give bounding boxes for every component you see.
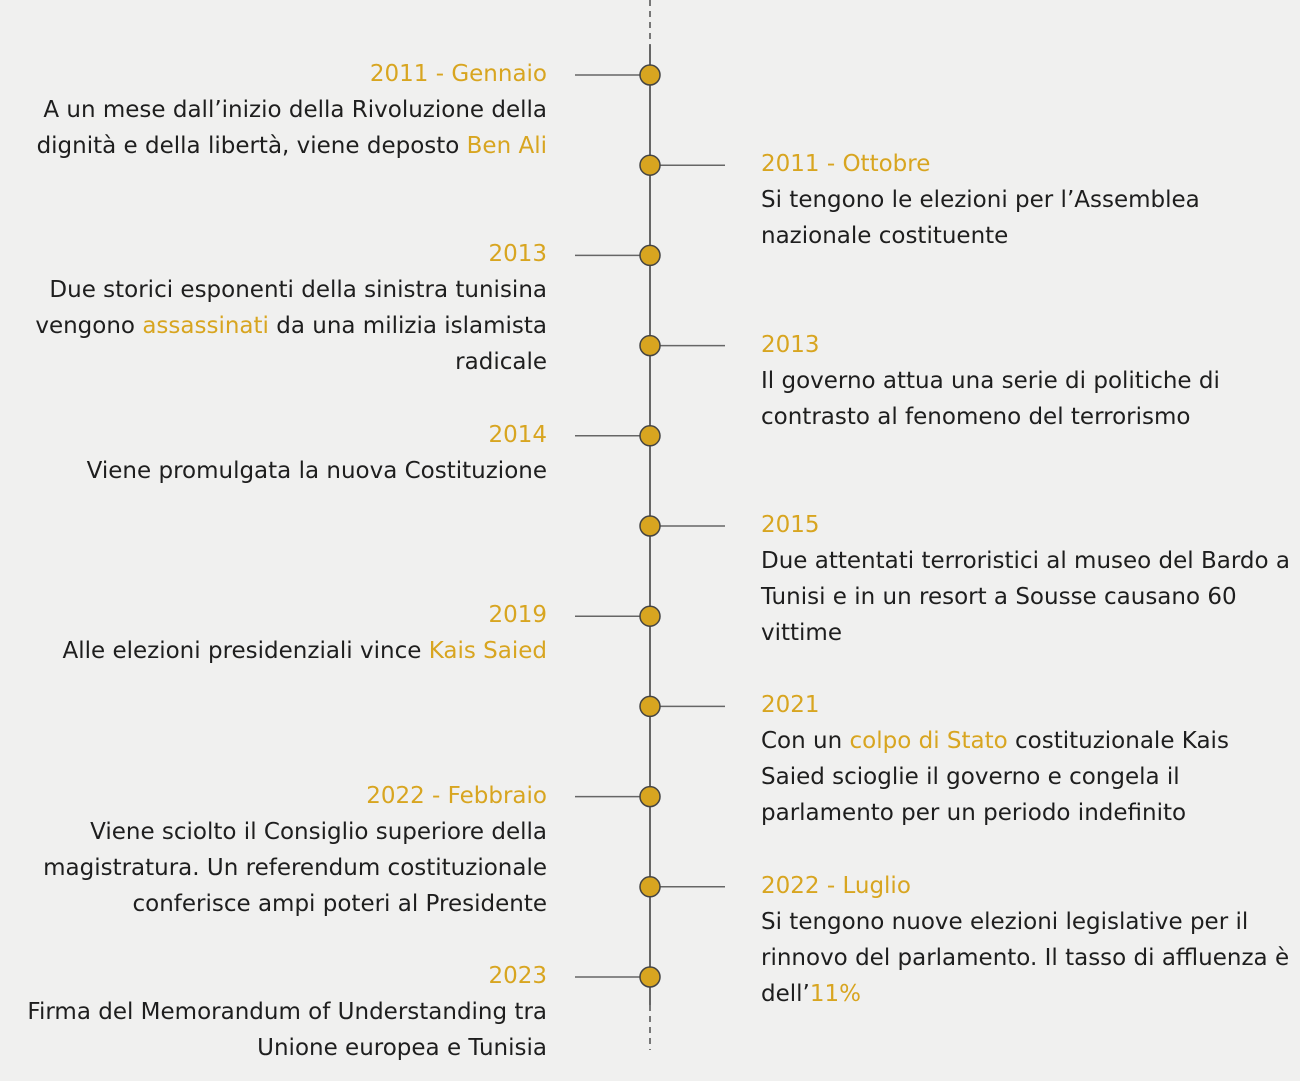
timeline-dot [640, 65, 660, 85]
description-text: Il governo attua una serie di politiche di contrasto al fenomeno del terrorismo [761, 367, 1220, 430]
timeline-dot [640, 155, 660, 175]
description-text: Due storici esponenti della sinistra tunisina vengono [35, 277, 547, 340]
event-description [761, 182, 1296, 254]
timeline-dot [640, 336, 660, 356]
description-text: da una milizia islamista radicale [268, 313, 547, 376]
event-date: 2021 [761, 692, 820, 719]
event-description [761, 723, 1296, 831]
event-description [2, 633, 547, 669]
description-text: Con un [761, 728, 850, 755]
description-text: A un mese dall’inizio della Rivoluzione della dignità e della libertà, viene deposto [36, 97, 547, 159]
event-date: 2023 [488, 963, 547, 989]
event-date: 2019 [488, 602, 547, 629]
timeline-dot [640, 245, 660, 265]
event-date: 2011 - Gennaio [369, 61, 547, 87]
description-text: Due attentati terroristici al museo del Bardo a Tunisi e in un resort a Sousse causano 60 vittime [761, 548, 1291, 646]
timeline-event [2, 417, 547, 489]
timeline-event [761, 146, 1296, 254]
event-description [2, 453, 547, 489]
timeline-dot [640, 787, 660, 807]
event-date: 2022 - Febbraio [366, 782, 547, 809]
description-text: Alle elezioni presidenziali vince [62, 638, 429, 665]
highlighted-term: colpo di Stato [849, 728, 1008, 755]
timeline-dot [640, 877, 660, 897]
description-text: Si tengono nuove elezioni legislative per il rinnovo del parlamento. Il tasso di affluenza è dell’ [761, 908, 1290, 1007]
highlighted-term: 11% [809, 980, 861, 1007]
highlighted-term: Ben Ali [466, 133, 547, 159]
event-description [761, 363, 1296, 435]
timeline-event [761, 687, 1296, 831]
description-text: Si tengono le elezioni per l’Assemblea nazionale costituente [761, 187, 1200, 250]
description-text: Viene sciolto il Consiglio superiore della magistratura. Un referendum costituzionale conferisce ampi poteri al Presidente [43, 818, 547, 917]
timeline-dot [640, 516, 660, 536]
event-description [761, 543, 1296, 651]
timeline-event [761, 868, 1296, 1012]
event-description [2, 92, 547, 164]
description-text: costituzionale Kais Saied scioglie il governo e congela il parlamento per un periodo indefinito [761, 728, 1229, 827]
timeline-dot [640, 967, 660, 987]
highlighted-term: Kais Saied [428, 638, 547, 665]
timeline-event [2, 56, 547, 164]
event-date: 2011 - Ottobre [761, 151, 931, 178]
timeline-event [2, 597, 547, 669]
event-description [761, 904, 1296, 1012]
timeline-event [761, 507, 1296, 651]
timeline-dot [640, 606, 660, 626]
timeline-event [2, 958, 547, 1066]
description-text: Firma del Memorandum of Understanding tra Unione europea e Tunisia [27, 999, 547, 1061]
event-date: 2013 [488, 241, 547, 268]
timeline-dot [640, 696, 660, 716]
event-date: 2014 [488, 421, 547, 448]
event-date: 2013 [761, 331, 820, 358]
event-date: 2022 - Luglio [761, 872, 911, 899]
event-date: 2015 [761, 512, 820, 538]
description-text: Viene promulgata la nuova Costituzione [86, 457, 547, 484]
timeline-event [761, 327, 1296, 435]
timeline-dot [640, 426, 660, 446]
timeline-event [2, 236, 547, 380]
highlighted-term: assassinati [142, 313, 269, 340]
timeline-event [2, 778, 547, 922]
event-description [2, 994, 547, 1066]
event-description [2, 272, 547, 380]
event-description [2, 814, 547, 922]
